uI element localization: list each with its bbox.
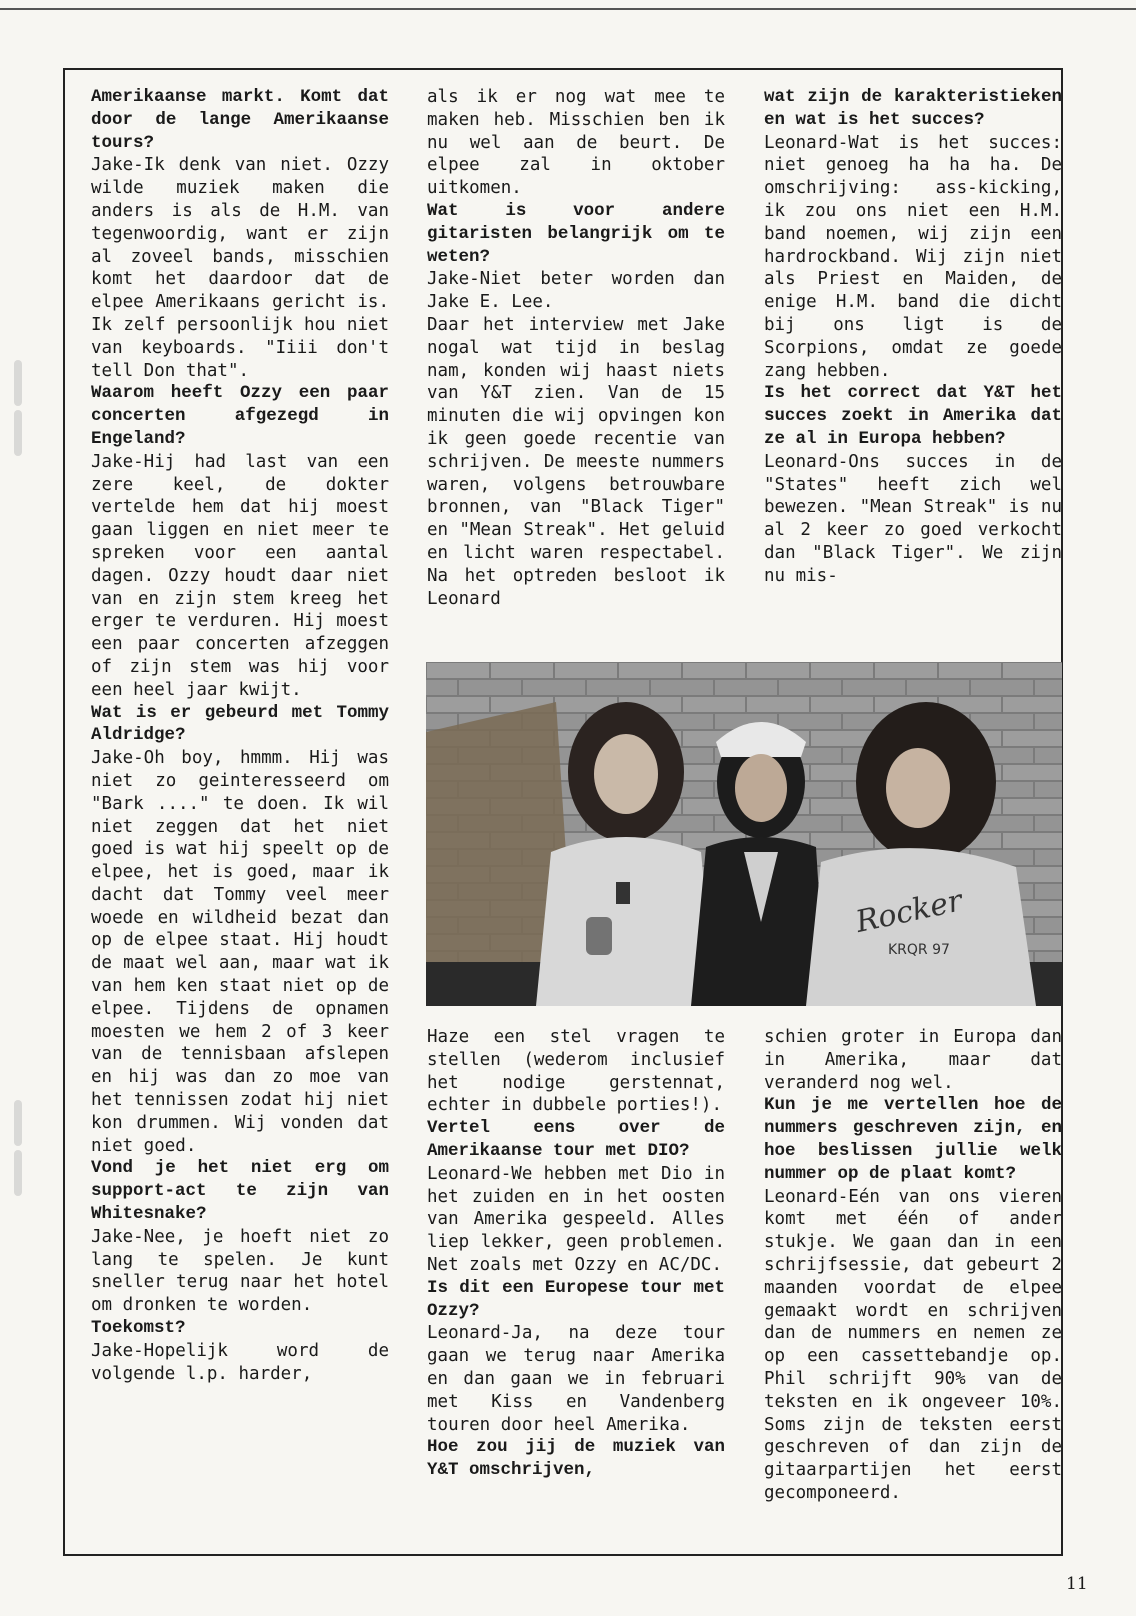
interview-answer: Jake-Hopelijk word de volgende l.p. harder, <box>91 1340 389 1384</box>
interview-question: Is dit een Europese tour met Ozzy? <box>427 1277 725 1321</box>
interview-answer: Leonard-We hebben met Dio in het zuiden en in het oosten van Amerika gespeeld. Alles liep lekker, geen problemen. Net zoals met Ozzy en AC/DC. <box>427 1163 725 1275</box>
interview-answer: Leonard-Ja, na deze tour gaan we terug naar Amerika en dan gaan we in februari met Kiss en Vandenberg touren door heel Amerika. <box>427 1323 725 1435</box>
binder-mark <box>14 1100 22 1146</box>
interview-question: Toekomst? <box>91 1318 186 1339</box>
interview-answer: Jake-Ik denk van niet. Ozzy wilde muziek maken die anders is als de H.M. van tegenwoordig, want er zijn al zoveel bands, misschien komt het daardoor dat de elpee Amerikaans gericht is. Ik zelf persoonlijk hou niet van keyboards. "Iiii don't tell Don that". <box>91 155 389 381</box>
interview-answer: Leonard-Ons succes in de "States" heeft zich wel bewezen. "Mean Streak" is nu al 2 keer zo goed verkocht dan "Black Tiger". We zijn nu mis- <box>764 451 1062 586</box>
interview-question: Waarom heeft Ozzy een paar concerten afgezegd in Engeland? <box>91 383 389 449</box>
interview-question: Wat is er gebeurd met Tommy Aldridge? <box>91 702 389 746</box>
shirt-subtext: KRQR 97 <box>888 942 950 958</box>
interview-answer: Haze een stel vragen te stellen (wederom inclusief het nodige gerstennat, echter in dubbele porties!). <box>427 1027 725 1116</box>
column-2-top <box>427 86 725 610</box>
interview-question: Is het correct dat Y&T het succes zoekt in Amerika dat ze al in Europa hebben? <box>764 383 1062 449</box>
interview-question: Vond je het niet erg om support-act te zijn van Whitesnake? <box>91 1158 389 1225</box>
column-3-top <box>764 86 1062 588</box>
top-rule <box>0 8 1136 10</box>
interview-answer: Daar het interview met Jake nogal wat tijd in beslag nam, konden wij haast niets van Y&T zien. Van de 15 minuten die wij opvingen kon ik geen goede recentie van schrijven. De meeste nummers waren, volgens betrouwbare bronnen, van "Black Tiger" en "Mean Streak". Het geluid en licht waren respectabel. Na het optreden besloot ik Leonard <box>427 314 725 609</box>
interview-answer: als ik er nog wat mee te maken heb. Misschien ben ik nu wel aan de beurt. De elpee zal in oktober uitkomen. <box>427 87 725 199</box>
binder-mark <box>14 360 22 406</box>
interview-answer: schien groter in Europa dan in Amerika, maar dat veranderd nog wel. <box>764 1027 1062 1093</box>
interview-answer: Jake-Hij had last van een zere keel, de dokter vertelde hem dat hij moest gaan liggen en niet meer te spreken voor een aantal dagen. Ozzy houdt daar niet van en zijn stem kreeg het erger te verduren. Hij moest een paar concerten afzeggen of zijn stem was hij voor een heel jaar kwijt. <box>91 451 389 700</box>
interview-question: Hoe zou jij de muziek van Y&T omschrijven, <box>427 1437 725 1481</box>
interview-answer: Jake-Niet beter worden dan Jake E. Lee. <box>427 269 725 313</box>
interview-question: Wat is voor andere gitaristen belangrijk om te weten? <box>427 200 725 267</box>
interview-answer: Leonard-Eén van ons vieren komt met één of ander stukje. We gaan dan in een schrijfsessie, dat gebeurt 2 maanden voordat de elpee gemaakt wordt en schrijven dan de nummers en nemen ze op een cassettebandje op. Phil schrijft 90% van de teksten en ik ongeveer 10%. Soms zijn de teksten eerst geschreven of dan zijn de gitaarpartijen het eerst gecomponeerd. <box>764 1186 1062 1503</box>
interview-answer: Leonard-Wat is het succes: niet genoeg ha ha ha. De omschrijving: ass-kicking, ik zou ons niet een H.M. band noemen, wij zijn een hardrockband. Wij zijn niet als Priest en Maiden, de enige H.M. band die dicht bij ons ligt is de Scorpions, omdat ze goede zang hebben. <box>764 132 1062 381</box>
interview-answer: Jake-Nee, je hoeft niet zo lang te spelen. Je kunt sneller terug naar het hotel om dronken te worden. <box>91 1226 389 1316</box>
page-number: 11 <box>1066 1574 1088 1594</box>
interview-question: Kun je me vertellen hoe de nummers geschreven zijn, en hoe beslissen jullie welk nummer op de plaat komt? <box>764 1095 1062 1184</box>
column-1 <box>91 86 389 1385</box>
band-photo <box>426 662 1062 1006</box>
column-2-bottom <box>427 1026 725 1482</box>
interview-question: Vertel eens over de Amerikaanse tour met DIO? <box>427 1118 725 1161</box>
shirt-logo: Rocker <box>852 883 966 940</box>
column-3-bottom <box>764 1026 1062 1505</box>
interview-answer: Jake-Oh boy, hmmm. Hij was niet zo geinteresseerd om "Bark ...." te doen. Ik wil niet zeggen dat het niet goed is wat hij speelt op de elpee, het is goed, maar ik dacht dat Tommy veel meer woede en wildheid bezat dan op de elpee staat. Hij houdt de maat wel aan, maar wat ik van hem ken staat niet op de elpee. Tijdens de opnamen moesten we hem 2 of 3 keer van de tennisbaan afslepen en hij was dan zo moe van het tennissen zodat hij niet kon drummen. Wij vonden dat niet goed. <box>91 748 389 1156</box>
interview-question: Amerikaanse markt. Komt dat door de lange Amerikaanse tours? <box>91 87 389 153</box>
binder-mark <box>14 1150 22 1196</box>
interview-question: wat zijn de karakteristieken en wat is het succes? <box>764 87 1062 130</box>
binder-mark <box>14 410 22 456</box>
